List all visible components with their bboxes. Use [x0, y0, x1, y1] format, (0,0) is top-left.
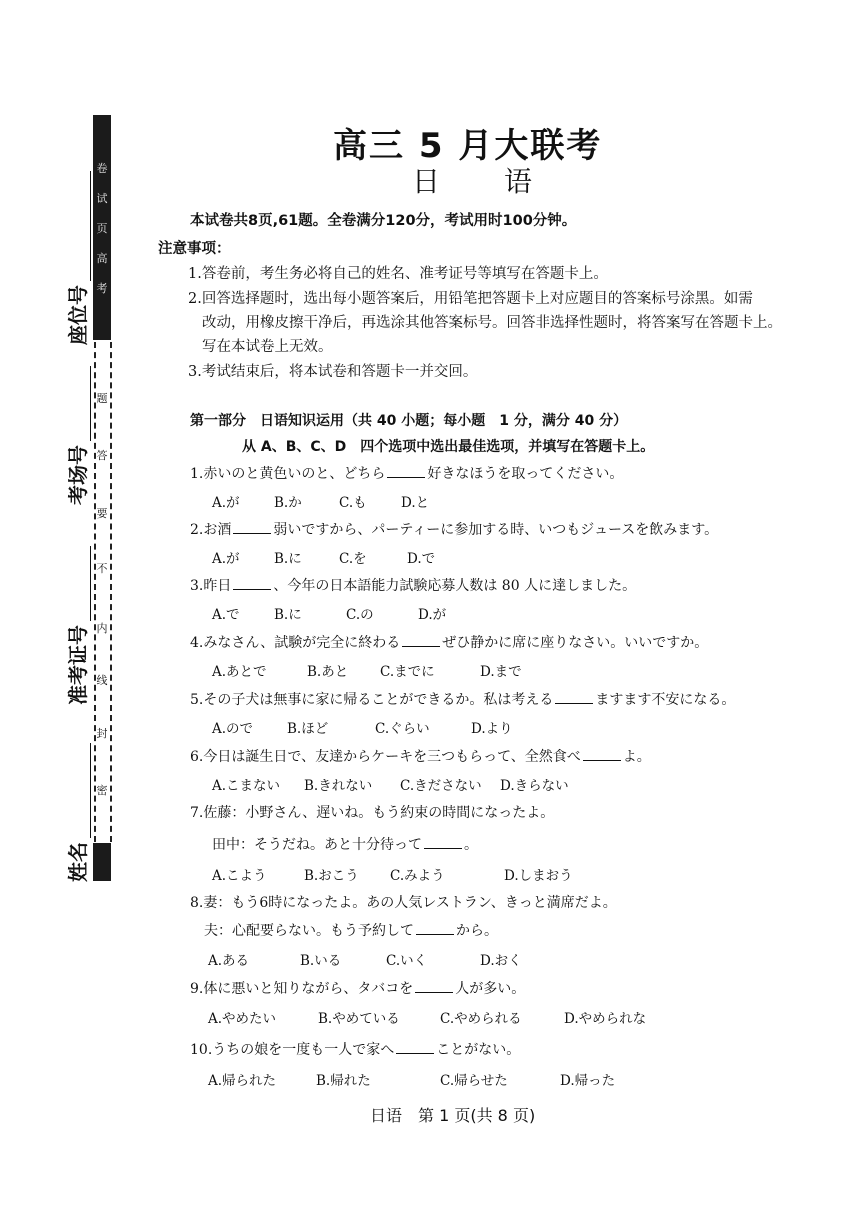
- option[interactable]: C.やめられる: [440, 1011, 522, 1027]
- question-2-options: [212, 547, 435, 567]
- option[interactable]: D.が: [418, 607, 447, 623]
- option[interactable]: C.ぐらい: [375, 721, 430, 737]
- question-10-options: [208, 1069, 615, 1089]
- question-7-line-2: 田中：そうだね。あと十分待って 。: [212, 837, 478, 853]
- question-3: 3.昨日 、今年の日本語能力試験応募人数は 80 人に達しました。: [190, 578, 637, 594]
- question-2: 2.お酒 弱いですから、パーティーに参加する時、いつもジュースを飲みます。: [190, 522, 719, 538]
- option[interactable]: A.やめたい: [208, 1011, 277, 1027]
- option[interactable]: B.帰れた: [316, 1073, 371, 1089]
- ticket-line: [72, 546, 91, 621]
- answer-blank[interactable]: [415, 980, 453, 993]
- option[interactable]: D.で: [407, 551, 436, 567]
- option[interactable]: C.きださない: [400, 778, 482, 794]
- page-title: 高三 5 月大联考: [333, 126, 603, 166]
- answer-blank[interactable]: [233, 521, 271, 534]
- notice-item-2-cont: 写在本试卷上无效。: [202, 339, 333, 355]
- question-5: 5.その子犬は無事に家に帰ることができるか。私は考える ますます不安になる。: [190, 692, 736, 708]
- option[interactable]: B.に: [274, 551, 302, 567]
- option[interactable]: A.で: [212, 607, 240, 623]
- option[interactable]: A.帰られた: [208, 1073, 277, 1089]
- room-field[interactable]: [62, 355, 91, 505]
- option[interactable]: B.やめている: [318, 1011, 400, 1027]
- notice-item-3: 3.考试结束后，将本试卷和答题卡一并交回。: [188, 364, 478, 380]
- seal-char: 封: [96, 727, 108, 740]
- option[interactable]: A.こまない: [212, 778, 281, 794]
- option[interactable]: B.きれない: [304, 778, 373, 794]
- question-8-options: [208, 949, 522, 969]
- question-1-options: [212, 491, 429, 511]
- seat-line: [72, 171, 91, 281]
- question-10: 10.うちの娘を一度も一人で家へ ことがない。: [190, 1042, 521, 1058]
- answer-blank[interactable]: [387, 465, 425, 478]
- option[interactable]: C.を: [339, 551, 367, 567]
- option[interactable]: C.いく: [386, 953, 428, 969]
- seal-char: 题: [96, 392, 108, 405]
- name-field[interactable]: [62, 732, 91, 882]
- notice-item-2-cont: 改动，用橡皮擦干净后，再选涂其他答案标号。回答非选择性题时，将答案写在答题卡上。: [202, 315, 782, 331]
- question-3-options: [212, 603, 446, 623]
- ticket-field[interactable]: [62, 545, 91, 705]
- answer-blank[interactable]: [424, 836, 462, 849]
- question-8-line-2: 夫：心配要らない。もう予約して から。: [204, 923, 498, 939]
- answer-blank[interactable]: [555, 691, 593, 704]
- seat-label: 座位号: [66, 285, 90, 345]
- option[interactable]: C.帰らせた: [440, 1073, 508, 1089]
- room-label: 考场号: [66, 445, 90, 505]
- question-4: 4.みなさん、試験が完全に終わる ぜひ静かに席に座りなさい。いいですか。: [190, 635, 709, 651]
- option[interactable]: B.ほど: [287, 721, 329, 737]
- seal-char: 答: [96, 449, 108, 462]
- seat-field[interactable]: [62, 145, 91, 345]
- answer-blank[interactable]: [583, 748, 621, 761]
- binding-char: 卷: [96, 162, 108, 175]
- seal-char: 内: [96, 622, 108, 635]
- question-7: 7.佐藤：小野さん、遅いね。もう約束の時間になったよ。: [190, 805, 555, 821]
- room-line: [72, 366, 91, 441]
- exam-intro: 本试卷共8页,61题。全卷满分120分，考试用时100分钟。: [190, 213, 577, 229]
- option[interactable]: B.おこう: [304, 868, 359, 884]
- option[interactable]: D.しまおう: [504, 868, 573, 884]
- option[interactable]: B.あと: [307, 664, 349, 680]
- answer-blank[interactable]: [396, 1041, 434, 1054]
- subject-title: 日 语: [412, 165, 551, 198]
- question-6: 6.今日は誕生日で、友達からケーキを三つもらって、全然食べ よ。: [190, 749, 651, 765]
- seal-line: [94, 342, 96, 842]
- option[interactable]: C.の: [346, 607, 374, 623]
- seal-char: 线: [96, 674, 108, 687]
- option[interactable]: D.より: [471, 721, 513, 737]
- question-8: 8.妻：もう6時になったよ。あの人気レストラン、きっと満席だよ。: [190, 895, 617, 911]
- option[interactable]: D.きらない: [500, 778, 569, 794]
- option[interactable]: D.帰った: [560, 1073, 616, 1089]
- name-label: 姓名: [66, 842, 90, 882]
- seal-char: 密: [96, 784, 108, 797]
- option[interactable]: C.までに: [380, 664, 435, 680]
- option[interactable]: C.も: [339, 495, 367, 511]
- question-4-options: [212, 660, 522, 680]
- option[interactable]: A.が: [212, 551, 240, 567]
- notice-item-1: 1.答卷前，考生务必将自己的姓名、准考证号等填写在答题卡上。: [188, 266, 608, 282]
- option[interactable]: D.やめられな: [564, 1011, 647, 1027]
- question-1: 1.赤いのと黄色いのと、どちら 好きなほうを取ってください。: [190, 466, 624, 482]
- option[interactable]: C.みよう: [390, 868, 445, 884]
- question-5-options: [212, 717, 513, 737]
- part-heading: 第一部分 日语知识运用（共 40 小题；每小题 1 分，满分 40 分）: [190, 413, 628, 429]
- seal-line: [110, 342, 112, 842]
- binding-char: 高: [96, 252, 108, 265]
- option[interactable]: A.ある: [208, 953, 250, 969]
- name-line: [72, 743, 91, 838]
- answer-blank[interactable]: [233, 577, 271, 590]
- option[interactable]: A.が: [212, 495, 240, 511]
- question-6-options: [212, 774, 569, 794]
- part-instruction: 从 A、B、C、D 四个选项中选出最佳选项，并填写在答题卡上。: [242, 439, 655, 455]
- option[interactable]: B.いる: [300, 953, 342, 969]
- binding-char: 考: [96, 282, 108, 295]
- question-9: 9.体に悪いと知りながら、タバコを 人が多い。: [190, 981, 526, 997]
- page-footer: 日语 第 1 页(共 8 页): [370, 1106, 536, 1125]
- ticket-label: 准考证号: [66, 625, 90, 705]
- question-7-options: [212, 864, 573, 884]
- seal-char: 要: [96, 507, 108, 520]
- option[interactable]: A.あとで: [212, 664, 267, 680]
- option[interactable]: D.と: [401, 495, 430, 511]
- answer-blank[interactable]: [402, 634, 440, 647]
- option[interactable]: D.おく: [480, 953, 522, 969]
- option[interactable]: B.か: [274, 495, 302, 511]
- notice-item-2: 2.回答选择题时，选出每小题答案后，用铅笔把答题卡上对应题目的答案标号涂黑。如需: [188, 291, 753, 307]
- seal-char: 不: [96, 562, 108, 575]
- option[interactable]: D.まで: [480, 664, 522, 680]
- option[interactable]: B.に: [274, 607, 302, 623]
- notice-heading: 注意事项：: [158, 241, 231, 257]
- option[interactable]: A.ので: [212, 721, 254, 737]
- question-9-options: [208, 1007, 646, 1027]
- binding-char: 试: [96, 192, 108, 205]
- answer-blank[interactable]: [416, 922, 454, 935]
- binding-char: 页: [96, 222, 108, 235]
- option[interactable]: A.こよう: [212, 868, 267, 884]
- binding-strip-bottom: [93, 843, 111, 881]
